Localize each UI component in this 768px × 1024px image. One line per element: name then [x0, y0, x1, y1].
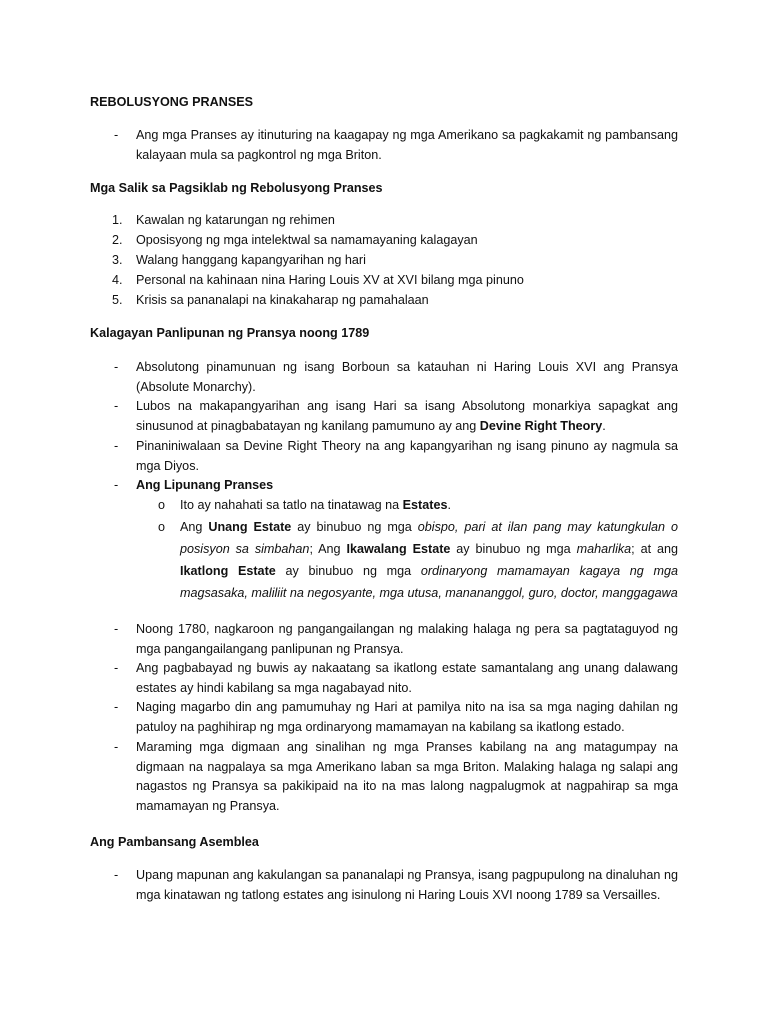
- bullet-text: Ang Lipunang Pranses: [136, 478, 274, 492]
- list-number: 3.: [112, 253, 123, 267]
- section2-heading: Kalagayan Panlipunan ng Pransya noong 1789: [90, 326, 370, 340]
- bullet-text: Absolutong pinamunuan ng isang Borboun sa katauhan ni Haring Louis XVI ang Pransya (Absolute Monarchy).: [136, 360, 678, 394]
- bullet-text: Ang pagbabayad ng buwis ay nakaatang sa ikatlong estate samantalang ang unang dalawang estates ay hindi kabilang sa mga nagabayad nito.: [136, 661, 678, 695]
- bullet-text: Upang mapunan ang kakulangan sa pananalapi ng Pransya, isang pagpupulong na dinaluhan ng mga kinatawan ng tatlong estates ang isinulong ni Haring Louis XVI noong 1789 sa Versailles.: [136, 868, 678, 902]
- document-title: REBOLUSYONG PRANSES: [90, 95, 254, 109]
- bullet-item: [90, 620, 678, 659]
- bullet-item: [90, 698, 678, 737]
- list-number: 1.: [112, 213, 123, 227]
- bullet-text: Lubos na makapangyarihan ang isang Hari sa isang Absolutong monarkiya sapagkat ang sinusunod at pinagbabatayan ng kanilang pamumuno ay ang Devine Right Theory.: [136, 399, 678, 433]
- bullet-text: Noong 1780, nagkaroon ng pangangailangan ng malaking halaga ng pera sa pagtataguyod ng mga pangangailangang panlipunan ng Pransya.: [136, 622, 678, 656]
- dash-marker: -: [114, 439, 119, 453]
- dash-marker: -: [114, 128, 119, 142]
- bullet-item: [90, 437, 678, 476]
- list-item-text: Oposisyong ng mga intelektwal sa namamayaning kalagayan: [136, 233, 478, 247]
- sub-bullet-marker: o: [158, 520, 166, 534]
- list-item-text: Walang hanggang kapangyarihan ng hari: [136, 253, 366, 267]
- bullet-item: [90, 397, 678, 436]
- section3-heading: Ang Pambansang Asemblea: [90, 835, 259, 849]
- bullet-text: Pinaniniwalaan sa Devine Right Theory na ang kapangyarihan ng isang pinuno ay nagmula sa mga Diyos.: [136, 439, 678, 473]
- dash-marker: -: [114, 661, 119, 675]
- intro-text: Ang mga Pranses ay itinuturing na kaagapay ng mga Amerikano sa pagkakamit ng pambansang kalayaan mula sa pagkontrol ng mga Briton.: [136, 128, 678, 162]
- list-item: [112, 251, 678, 271]
- bullet-item: [90, 476, 678, 496]
- section1-heading: Mga Salik sa Pagsiklab ng Rebolusyong Pranses: [90, 181, 383, 195]
- bold-term: Devine Right Theory: [479, 418, 603, 433]
- sub-bullet-item: [158, 496, 678, 516]
- bullet-item: [90, 358, 678, 397]
- bullet-item: [90, 866, 678, 905]
- list-item: [112, 271, 678, 291]
- dash-marker: -: [114, 740, 119, 754]
- bullet-text: Maraming mga digmaan ang sinalihan ng mga Pranses kabilang na ang matagumpay na digmaan na nagpalaya sa mga Amerikano laban sa mga Briton. Malaking halaga ng salapi ang nagastos ng Pransya sa pakikipaid na ito na mas lalong nagpalugmok at nagpahirap sa mga mamamayan ng Pransya.: [136, 740, 678, 813]
- dash-marker: -: [114, 399, 119, 413]
- list-item: [112, 291, 678, 311]
- dash-marker: -: [114, 360, 119, 374]
- list-item-text: Kawalan ng katarungan ng rehimen: [136, 213, 335, 227]
- sub-bullet-text: Ang Unang Estate ay binubuo ng mga obispo, pari at ilan pang may katungkulan o posisyon sa simbahan; Ang Ikawalang Estate ay binubuo ng mga maharlika; at ang Ikatlong Estate ay binubuo ng mga ordinaryong mamamayan kagaya ng mga magsasaka, maliliit na negosyante, mga utusa, manananggol, guro, doctor, manggagawa: [180, 520, 679, 600]
- dash-marker: -: [114, 622, 119, 636]
- list-item: [112, 211, 678, 231]
- list-item-text: Krisis sa pananalapi na kinakaharap ng pamahalaan: [136, 293, 429, 307]
- list-item-text: Personal na kahinaan nina Haring Louis XV at XVI bilang mga pinuno: [136, 273, 524, 287]
- dash-marker: -: [114, 868, 119, 882]
- bullet-item: [90, 659, 678, 698]
- list-number: 2.: [112, 233, 123, 247]
- dash-marker: -: [114, 700, 119, 714]
- bullet-text: Naging magarbo din ang pamumuhay ng Hari at pamilya nito na isa sa mga naging dahilan ng patuloy na paghihirap ng mga ordinaryong mamamayan na kabilang sa ikatlong estado.: [136, 700, 678, 734]
- bullet-item: [90, 738, 678, 816]
- sub-bullet-text: Ito ay nahahati sa tatlo na tinatawag na Estates.: [180, 498, 451, 512]
- sub-bullet-item: [158, 516, 678, 604]
- dash-marker: -: [114, 478, 119, 492]
- list-item: [112, 231, 678, 251]
- sub-bullet-marker: o: [158, 498, 166, 512]
- list-number: 4.: [112, 273, 123, 287]
- intro-paragraph: [90, 126, 678, 165]
- list-number: 5.: [112, 293, 123, 307]
